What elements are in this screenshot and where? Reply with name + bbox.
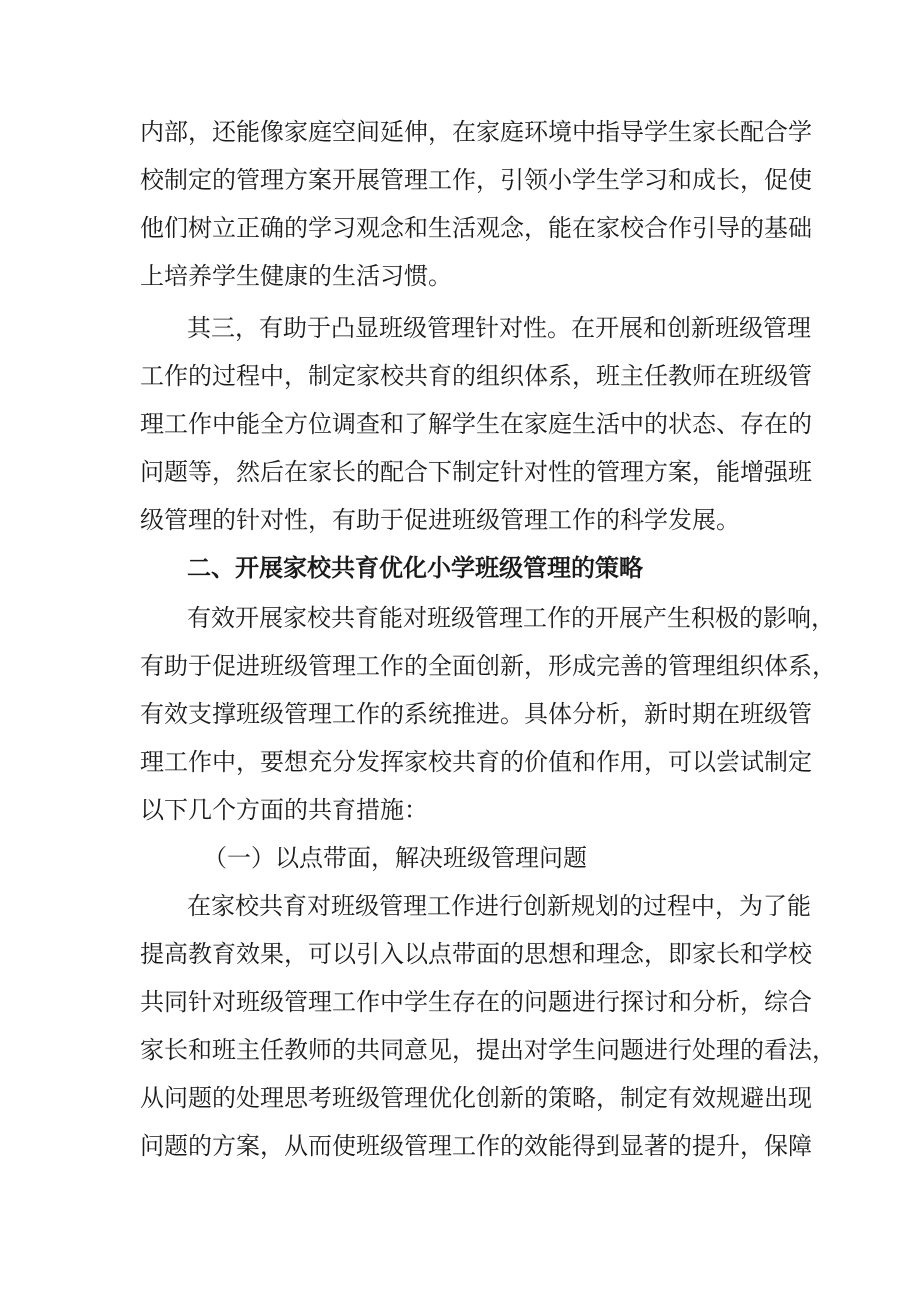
- paragraph-4-line-3: 共同针对班级管理工作中学生存在的问题进行探讨和分析，综合: [140, 988, 812, 1016]
- subsection-heading: （一）以点带面，解决班级管理问题: [203, 844, 587, 872]
- paragraph-4-line-6: 问题的方案，从而使班级管理工作的效能得到显著的提升，保障: [140, 1132, 812, 1160]
- paragraph-3-line-3: 有效支撑班级管理工作的系统推进。具体分析，新时期在班级管: [140, 700, 812, 728]
- section-heading: 二、开展家校共育优化小学班级管理的策略: [187, 554, 643, 582]
- paragraph-2-line-5: 级管理的针对性，有助于促进班级管理工作的科学发展。: [140, 506, 740, 534]
- paragraph-4-line-4: 家长和班主任教师的共同意见，提出对学生问题进行处理的看法，: [140, 1036, 836, 1064]
- paragraph-3-line-5: 以下几个方面的共育措施：: [140, 796, 428, 824]
- paragraph-3-line-4: 理工作中，要想充分发挥家校共育的价值和作用，可以尝试制定: [140, 748, 812, 776]
- paragraph-4-line-1: 在家校共育对班级管理工作进行创新规划的过程中，为了能: [187, 892, 811, 920]
- paragraph-2-line-3: 理工作中能全方位调查和了解学生在家庭生活中的状态、存在的: [140, 410, 812, 438]
- paragraph-1-line-1: 内部，还能像家庭空间延伸，在家庭环境中指导学生家长配合学: [140, 118, 812, 146]
- paragraph-1-line-2: 校制定的管理方案开展管理工作，引领小学生学习和成长，促使: [140, 166, 812, 194]
- paragraph-2-line-1: 其三，有助于凸显班级管理针对性。在开展和创新班级管理: [187, 314, 811, 342]
- paragraph-3-line-2: 有助于促进班级管理工作的全面创新，形成完善的管理组织体系，: [140, 652, 836, 680]
- paragraph-1-line-3: 他们树立正确的学习观念和生活观念，能在家校合作引导的基础: [140, 214, 812, 242]
- paragraph-2-line-4: 问题等，然后在家长的配合下制定针对性的管理方案，能增强班: [140, 458, 812, 486]
- paragraph-4-line-2: 提高教育效果，可以引入以点带面的思想和理念，即家长和学校: [140, 940, 812, 968]
- paragraph-2-line-2: 工作的过程中，制定家校共育的组织体系，班主任教师在班级管: [140, 362, 812, 390]
- paragraph-1-line-4: 上培养学生健康的生活习惯。: [140, 262, 452, 290]
- paragraph-3-line-1: 有效开展家校共育能对班级管理工作的开展产生积极的影响，: [187, 604, 835, 632]
- paragraph-4-line-5: 从问题的处理思考班级管理优化创新的策略，制定有效规避出现: [140, 1084, 812, 1112]
